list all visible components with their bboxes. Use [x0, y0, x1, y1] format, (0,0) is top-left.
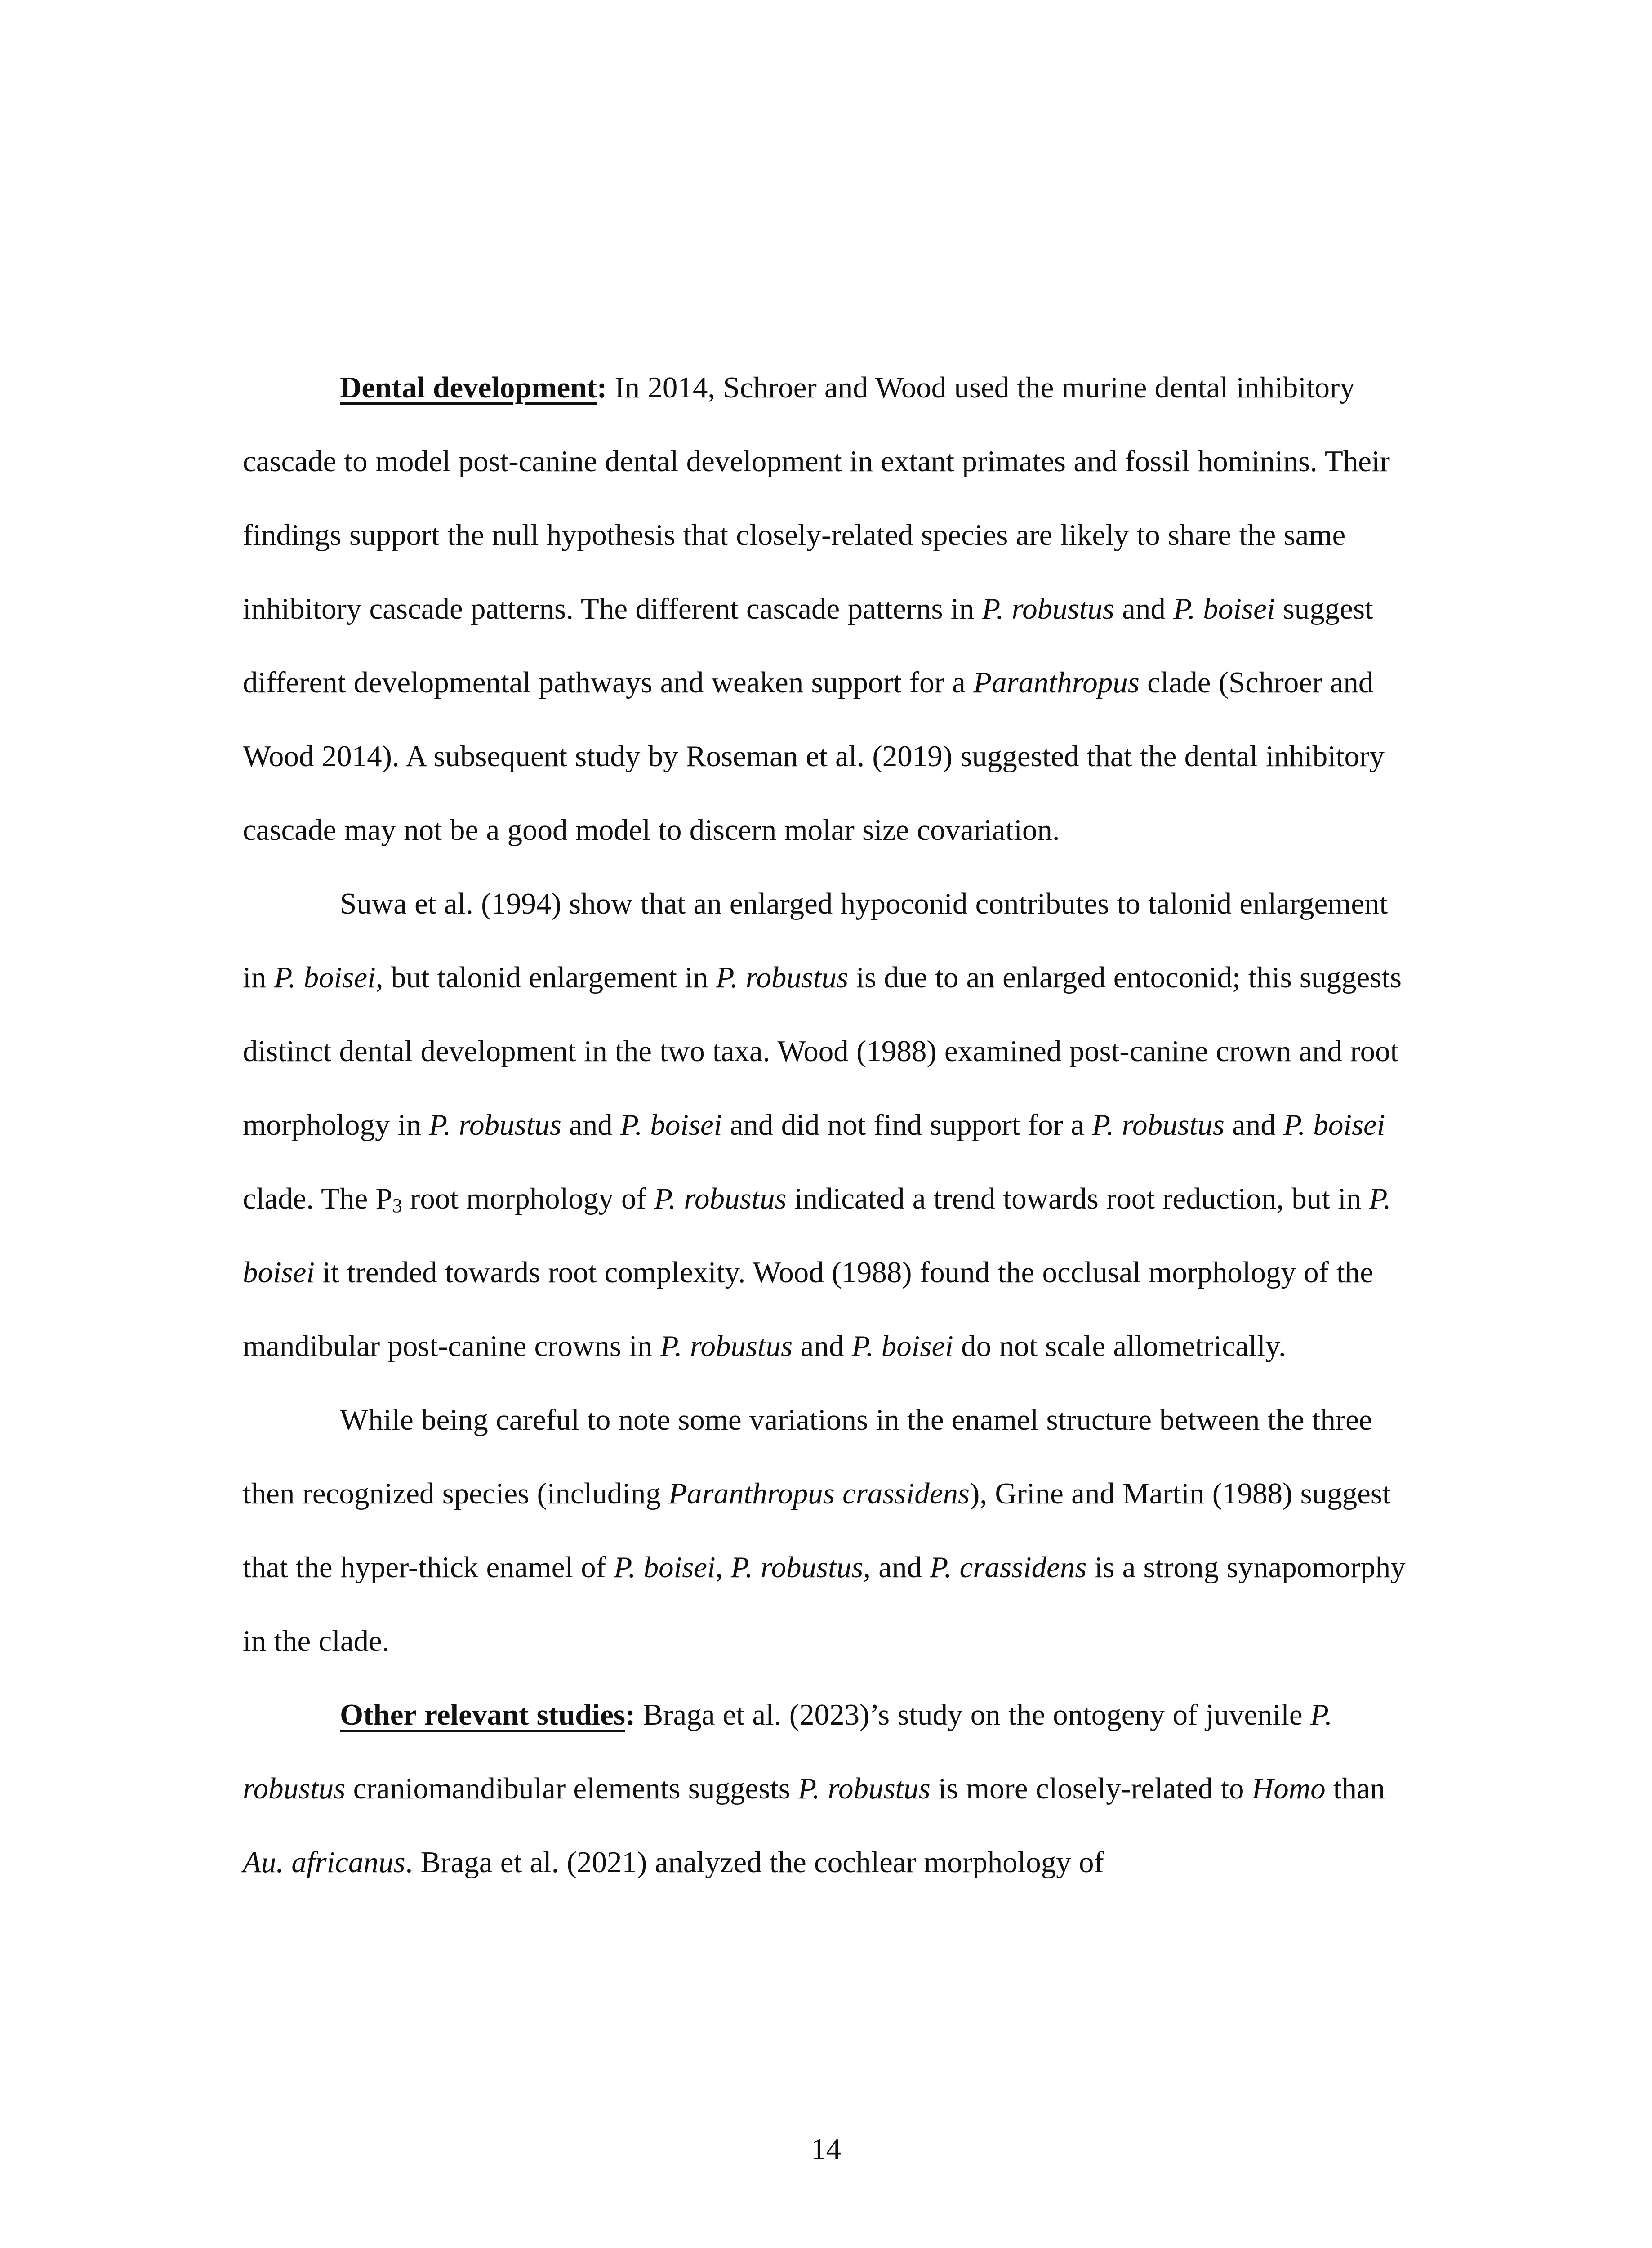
taxon-name: P. boisei: [274, 961, 376, 994]
taxon-name: Homo: [1251, 1772, 1326, 1805]
taxon-name: P. boisei: [851, 1329, 953, 1363]
taxon-name: Paranthropus crassidens: [668, 1477, 970, 1510]
paragraph-dental-development: [243, 351, 1412, 867]
text-run: is more closely-related to: [930, 1772, 1252, 1805]
taxon-name: P. crassidens: [930, 1551, 1087, 1584]
heading-colon: :: [597, 371, 607, 404]
text-run: and: [1114, 592, 1174, 625]
text-run: clade. The P: [243, 1182, 392, 1215]
text-run: suggest different developmental pathways and weaken support for a: [243, 592, 1373, 699]
body-text: [243, 351, 1412, 1899]
taxon-name: P. boisei: [243, 1182, 1391, 1289]
text-run: Braga et al. (2023)’s study on the ontogeny of juvenile: [635, 1698, 1310, 1731]
text-run: In 2014, Schroer and Wood used the murine dental inhibitory cascade to model post-canine dental development in extant primates and fossil hominins. Their findings support the null hypothesis that closely-related species are likely to share the same inhibitory cascade patterns. The different cascade patterns in: [243, 371, 1390, 625]
taxon-name: P. boisei: [1173, 592, 1275, 625]
taxon-name: P. robustus: [716, 961, 849, 994]
text-run: root morphology of: [402, 1182, 655, 1215]
text-run: ,: [715, 1551, 731, 1584]
paragraph-grine-martin: [243, 1383, 1412, 1678]
text-run: craniomandibular elements suggests: [345, 1772, 798, 1805]
taxon-name: P. robustus: [660, 1329, 793, 1363]
text-run: and: [1224, 1108, 1284, 1142]
text-run: and: [561, 1108, 621, 1142]
text-run: clade (Schroer and Wood 2014). A subsequent study by Roseman et al. (2019) suggested that the dental inhibitory cascade may not be a good model to discern molar size covariation.: [243, 666, 1385, 847]
section-heading: Other relevant studies: [340, 1698, 625, 1731]
text-run: Suwa et al. (1994) show that an enlarged hypoconid contributes to talonid enlargement in: [243, 887, 1388, 994]
taxon-name: P. boisei: [614, 1551, 716, 1584]
text-run: it trended towards root complexity. Wood (1988) found the occlusal morphology of the mandibular post-canine crowns in: [243, 1256, 1373, 1363]
text-run: . Braga et al. (2021) analyzed the cochlear morphology of: [405, 1846, 1104, 1879]
taxon-name: P. boisei: [1283, 1108, 1385, 1142]
taxon-name: P. robustus: [1092, 1108, 1225, 1142]
section-heading: Dental development: [340, 371, 597, 404]
taxon-name: P. robustus: [243, 1698, 1332, 1805]
subscript: 3: [392, 1195, 402, 1217]
text-run: and did not find support for a: [722, 1108, 1092, 1142]
heading-colon: :: [625, 1698, 636, 1731]
page-number: 14: [811, 2132, 841, 2166]
taxon-name: P. robustus: [654, 1182, 787, 1215]
paragraph-other-relevant-studies: [243, 1678, 1412, 1899]
taxon-name: P. boisei: [620, 1108, 722, 1142]
taxon-name: P. robustus: [429, 1108, 561, 1142]
text-run: do not scale allometrically.: [953, 1329, 1286, 1363]
text-run: than: [1325, 1772, 1385, 1805]
taxon-name: P. robustus: [798, 1772, 931, 1805]
text-run: is due to an enlarged entoconid; this suggests distinct dental development in the two taxa. Wood (1988) examined post-canine crown and root morphology in: [243, 961, 1402, 1142]
taxon-name: Au. africanus: [243, 1846, 405, 1879]
text-run: and: [793, 1329, 852, 1363]
taxon-name: P. robustus: [982, 592, 1114, 625]
text-run: indicated a trend towards root reduction, but in: [786, 1182, 1369, 1215]
text-run: ), Grine and Martin (1988) suggest that the hyper-thick enamel of: [243, 1477, 1391, 1584]
paragraph-suwa-wood: [243, 867, 1412, 1383]
text-run: , and: [863, 1551, 930, 1584]
text-run: is a strong synapomorphy in the clade.: [243, 1551, 1406, 1658]
taxon-name: P. robustus: [730, 1551, 864, 1584]
taxon-name: Paranthropus: [973, 666, 1140, 699]
text-run: While being careful to note some variations in the enamel structure between the three then recognized species (including: [243, 1403, 1372, 1510]
text-run: , but talonid enlargement in: [375, 961, 716, 994]
